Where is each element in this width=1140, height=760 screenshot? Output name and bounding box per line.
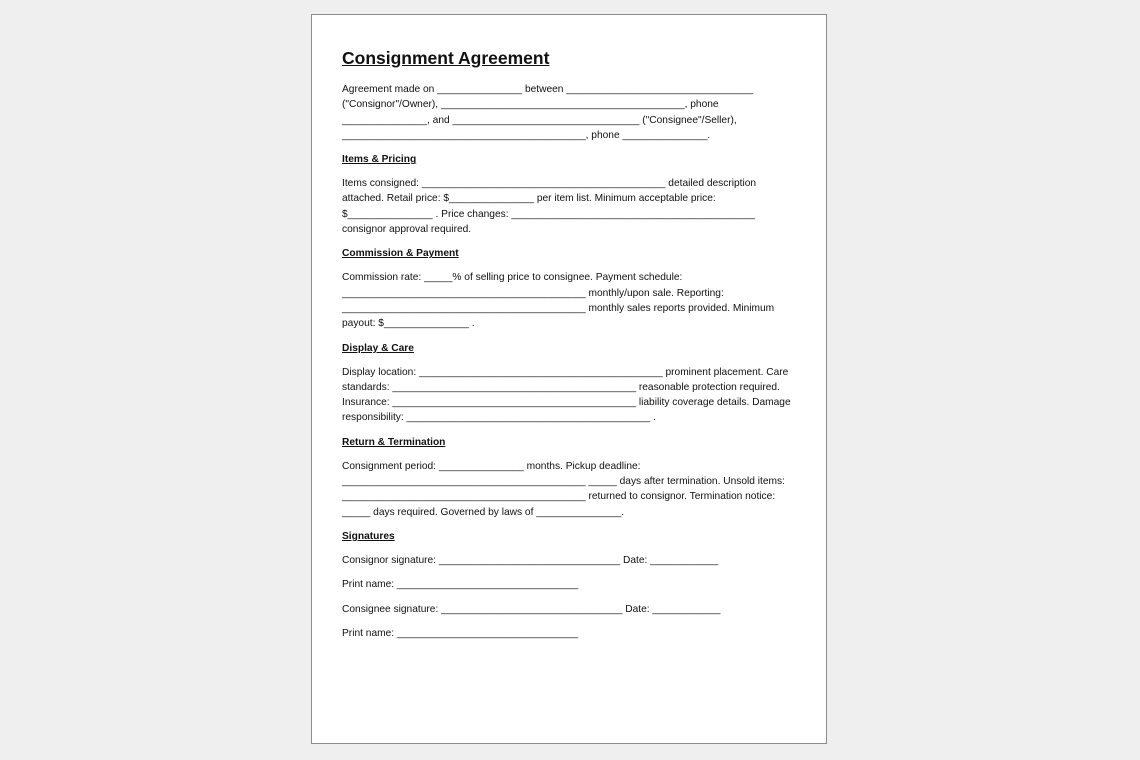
document-content (342, 45, 798, 650)
section-body-commission-payment: Commission rate: _____% of selling price to consignee. Payment schedule: ___________________________________________ monthly/upon sale. Reporting: ___________________________________________ monthly sales reports provided. Minimum payout: $_______________ . (342, 272, 778, 330)
consignor-print-name-line: Print name: ________________________________ (342, 579, 579, 591)
section-heading-return-termination: Return & Termination (342, 436, 446, 448)
consignee-signature-line: Consignee signature: ________________________________ Date: ____________ (342, 603, 721, 615)
document-title: Consignment Agreement (342, 48, 550, 68)
section-heading-items-pricing: Items & Pricing (342, 154, 417, 166)
consignee-print-name-line: Print name: ________________________________ (342, 627, 579, 639)
section-body-return-termination: Consignment period: _______________ months. Pickup deadline: ___________________________________________ _____ days after termination. Unsold items: ___________________________________________ returned to consignor. Termination notice: _____ days required. Governed by laws of _______________. (342, 460, 788, 518)
intro-paragraph: Agreement made on _______________ between _________________________________ ("Consignor"/Owner), ___________________________________________, phone _______________, and _________________________________ ("Consignee"/Seller), ___________________________________________, phone _______________. (342, 84, 757, 141)
consignor-signature-line: Consignor signature: ________________________________ Date: ____________ (342, 554, 719, 566)
section-heading-display-care: Display & Care (342, 342, 414, 354)
section-heading-commission-payment: Commission & Payment (342, 248, 459, 260)
section-body-display-care: Display location: ___________________________________________ prominent placement. Care standards: ___________________________________________ reasonable protection required. Insurance: ___________________________________________ liability coverage details. Damage responsibility: ___________________________________________ . (342, 366, 794, 424)
document-page (311, 14, 827, 744)
signatures-heading: Signatures (342, 530, 395, 542)
section-body-items-pricing: Items consigned: ___________________________________________ detailed description attached. Retail price: $_______________ per item list. Minimum acceptable price: $_______________ . Price changes: ___________________________________________ consignor approval required. (342, 178, 759, 236)
